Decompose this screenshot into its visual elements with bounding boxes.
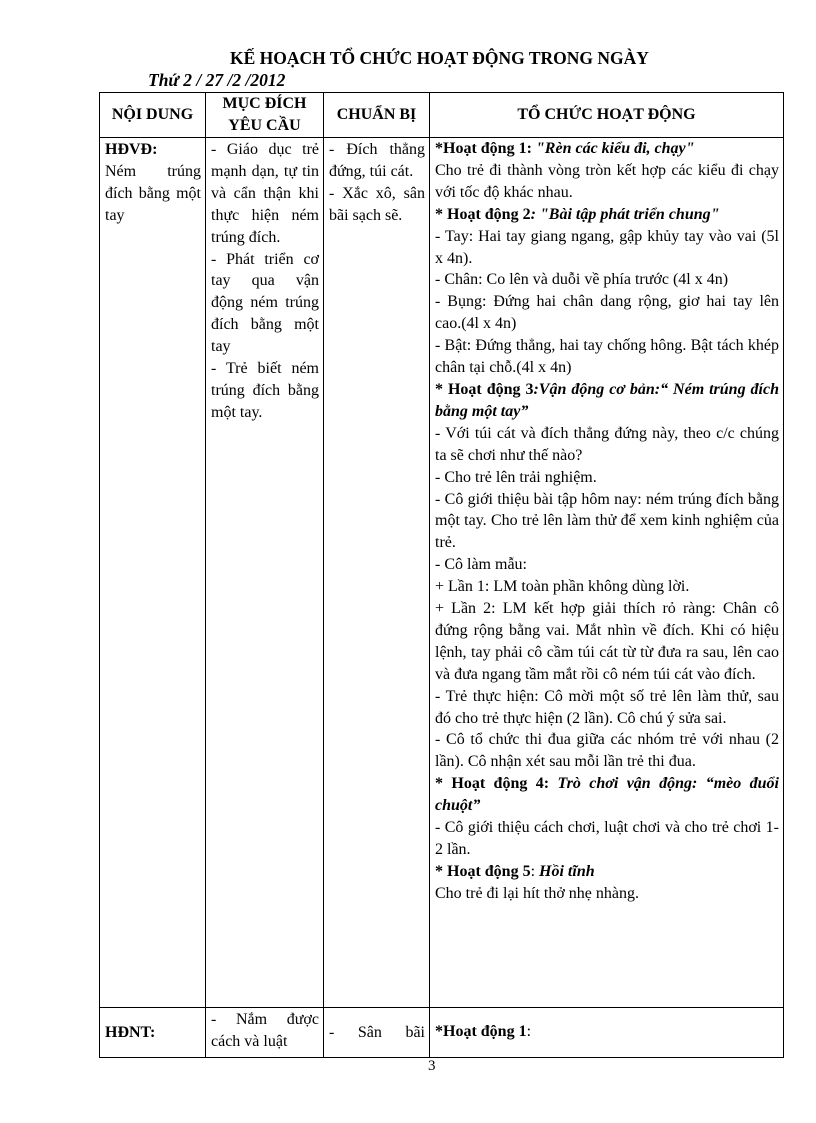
activity-3-item: - Cho trẻ lên trải nghiệm.	[435, 468, 597, 486]
content-text: Ném trúng đích bằng một tay	[105, 162, 201, 224]
header-preparation: CHUẨN BỊ	[324, 93, 430, 138]
activity-5-heading: * Hoạt động 5: Hồi tĩnh	[435, 862, 595, 880]
activities-cell	[430, 1008, 784, 1058]
content-label: HĐNT:	[105, 1024, 156, 1041]
activity-4-text: - Cô giới thiệu cách chơi, luật chơi và cho trẻ chơi 1-2 lần.	[435, 819, 779, 858]
preparation-cell	[324, 1008, 430, 1058]
content-cell	[100, 1008, 206, 1058]
table-row	[100, 1008, 784, 1058]
activity-1-text: Cho trẻ đi thành vòng tròn kết hợp các kiểu đi chạy với tốc độ khác nhau.	[435, 161, 779, 201]
activity-3-item: - Cô làm mẫu:	[435, 556, 527, 574]
content-label: HĐVĐ:	[105, 141, 158, 158]
page-title: KẾ HOẠCH TỔ CHỨC HOẠT ĐỘNG TRONG NGÀY	[230, 48, 649, 68]
header-activities: TỔ CHỨC HOẠT ĐỘNG	[430, 93, 784, 138]
activities-cell	[430, 138, 784, 1008]
activity-3-heading: * Hoạt động 3:Vận động cơ bản:“ Ném trúng đích bằng một tay”	[435, 380, 779, 420]
objective-item: - Trẻ biết ném trúng đích bằng một tay.	[211, 360, 319, 421]
activity-1-heading: *Hoạt động 1: "Rèn các kiểu đi, chạy"	[435, 140, 695, 157]
activity-2-heading: * Hoạt động 2: "Bài tập phát triển chung"	[435, 205, 720, 223]
activity-3-item: - Với túi cát và đích thẳng đứng này, theo c/c chúng ta sẽ chơi như thế nào?	[435, 424, 779, 464]
activity-plan-table	[99, 92, 784, 1058]
preparation-item: - Xắc xô, sân bãi sạch sẽ.	[329, 184, 425, 224]
preparation-item: - Đích thẳng đứng, túi cát.	[329, 141, 425, 180]
preparation-cell	[324, 138, 430, 1008]
activity-3-item: + Lần 2: LM kết hợp giải thích rỏ ràng: Chân cô đứng rộng bằng vai. Mắt nhìn về đích. Khi có hiệu lệnh, tay phải cô cầm túi cát từ từ đưa ra sau, lên cao và đưa ngang tầm mắt rồi cô ném túi cát vào đích.	[435, 600, 779, 683]
activity-3-item: - Trẻ thực hiện: Cô mời một số trẻ lên làm thử, sau đó cho trẻ thực hiện (2 lần). Cô chú ý sửa sai.	[435, 687, 779, 727]
activity-1-heading: *Hoạt động 1:	[435, 1023, 532, 1040]
objective-item: - Nắm được cách và luật	[211, 1011, 319, 1050]
preparation-item: - Sân bãi	[329, 1024, 425, 1041]
activity-2-item: - Chân: Co lên và duỗi về phía trước (4l x 4n)	[435, 271, 729, 289]
objective-item: - Giáo dục trẻ mạnh dạn, tự tin và cẩn thận khi thực hiện ném trúng đích.	[211, 141, 319, 246]
activity-2-item: - Bật: Đứng thẳng, hai tay chống hông. Bật tách khép chân tại chỗ.(4l x 4n)	[435, 337, 779, 377]
objective-item: - Phát triển cơ tay qua vận động ném trúng đích bằng một tay	[211, 250, 319, 356]
plan-date: Thứ 2 / 27 /2 /2012	[148, 70, 286, 90]
table-row	[100, 138, 784, 1008]
header-content: NỘI DUNG	[100, 93, 206, 138]
content-cell	[100, 138, 206, 1008]
page-number: 3	[428, 1058, 436, 1074]
activity-3-item: + Lần 1: LM toàn phần không dùng lời.	[435, 578, 690, 596]
objectives-cell	[206, 138, 324, 1008]
activity-3-item: - Cô giới thiệu bài tập hôm nay: ném trúng đích bằng một tay. Cho trẻ lên làm thử để xem kinh nghiệm của trẻ.	[435, 490, 779, 552]
objectives-cell	[206, 1008, 324, 1058]
activity-5-text: Cho trẻ đi lại hít thở nhẹ nhàng.	[435, 884, 639, 902]
header-objectives: MỤC ĐÍCH YÊU CẦU	[206, 93, 324, 138]
activity-2-item: - Bụng: Đứng hai chân dang rộng, giơ hai tay lên cao.(4l x 4n)	[435, 293, 779, 333]
activity-4-heading: * Hoạt động 4: Trò chơi vận động: “mèo đuổi chuột”	[435, 775, 779, 815]
activity-3-item: - Cô tổ chức thi đua giữa các nhóm trẻ với nhau (2 lần). Cô nhận xét sau mỗi lần trẻ thi đua.	[435, 731, 779, 771]
activity-2-item: - Tay: Hai tay giang ngang, gập khủy tay vào vai (5l x 4n).	[435, 227, 779, 267]
table-header-row	[100, 93, 784, 138]
